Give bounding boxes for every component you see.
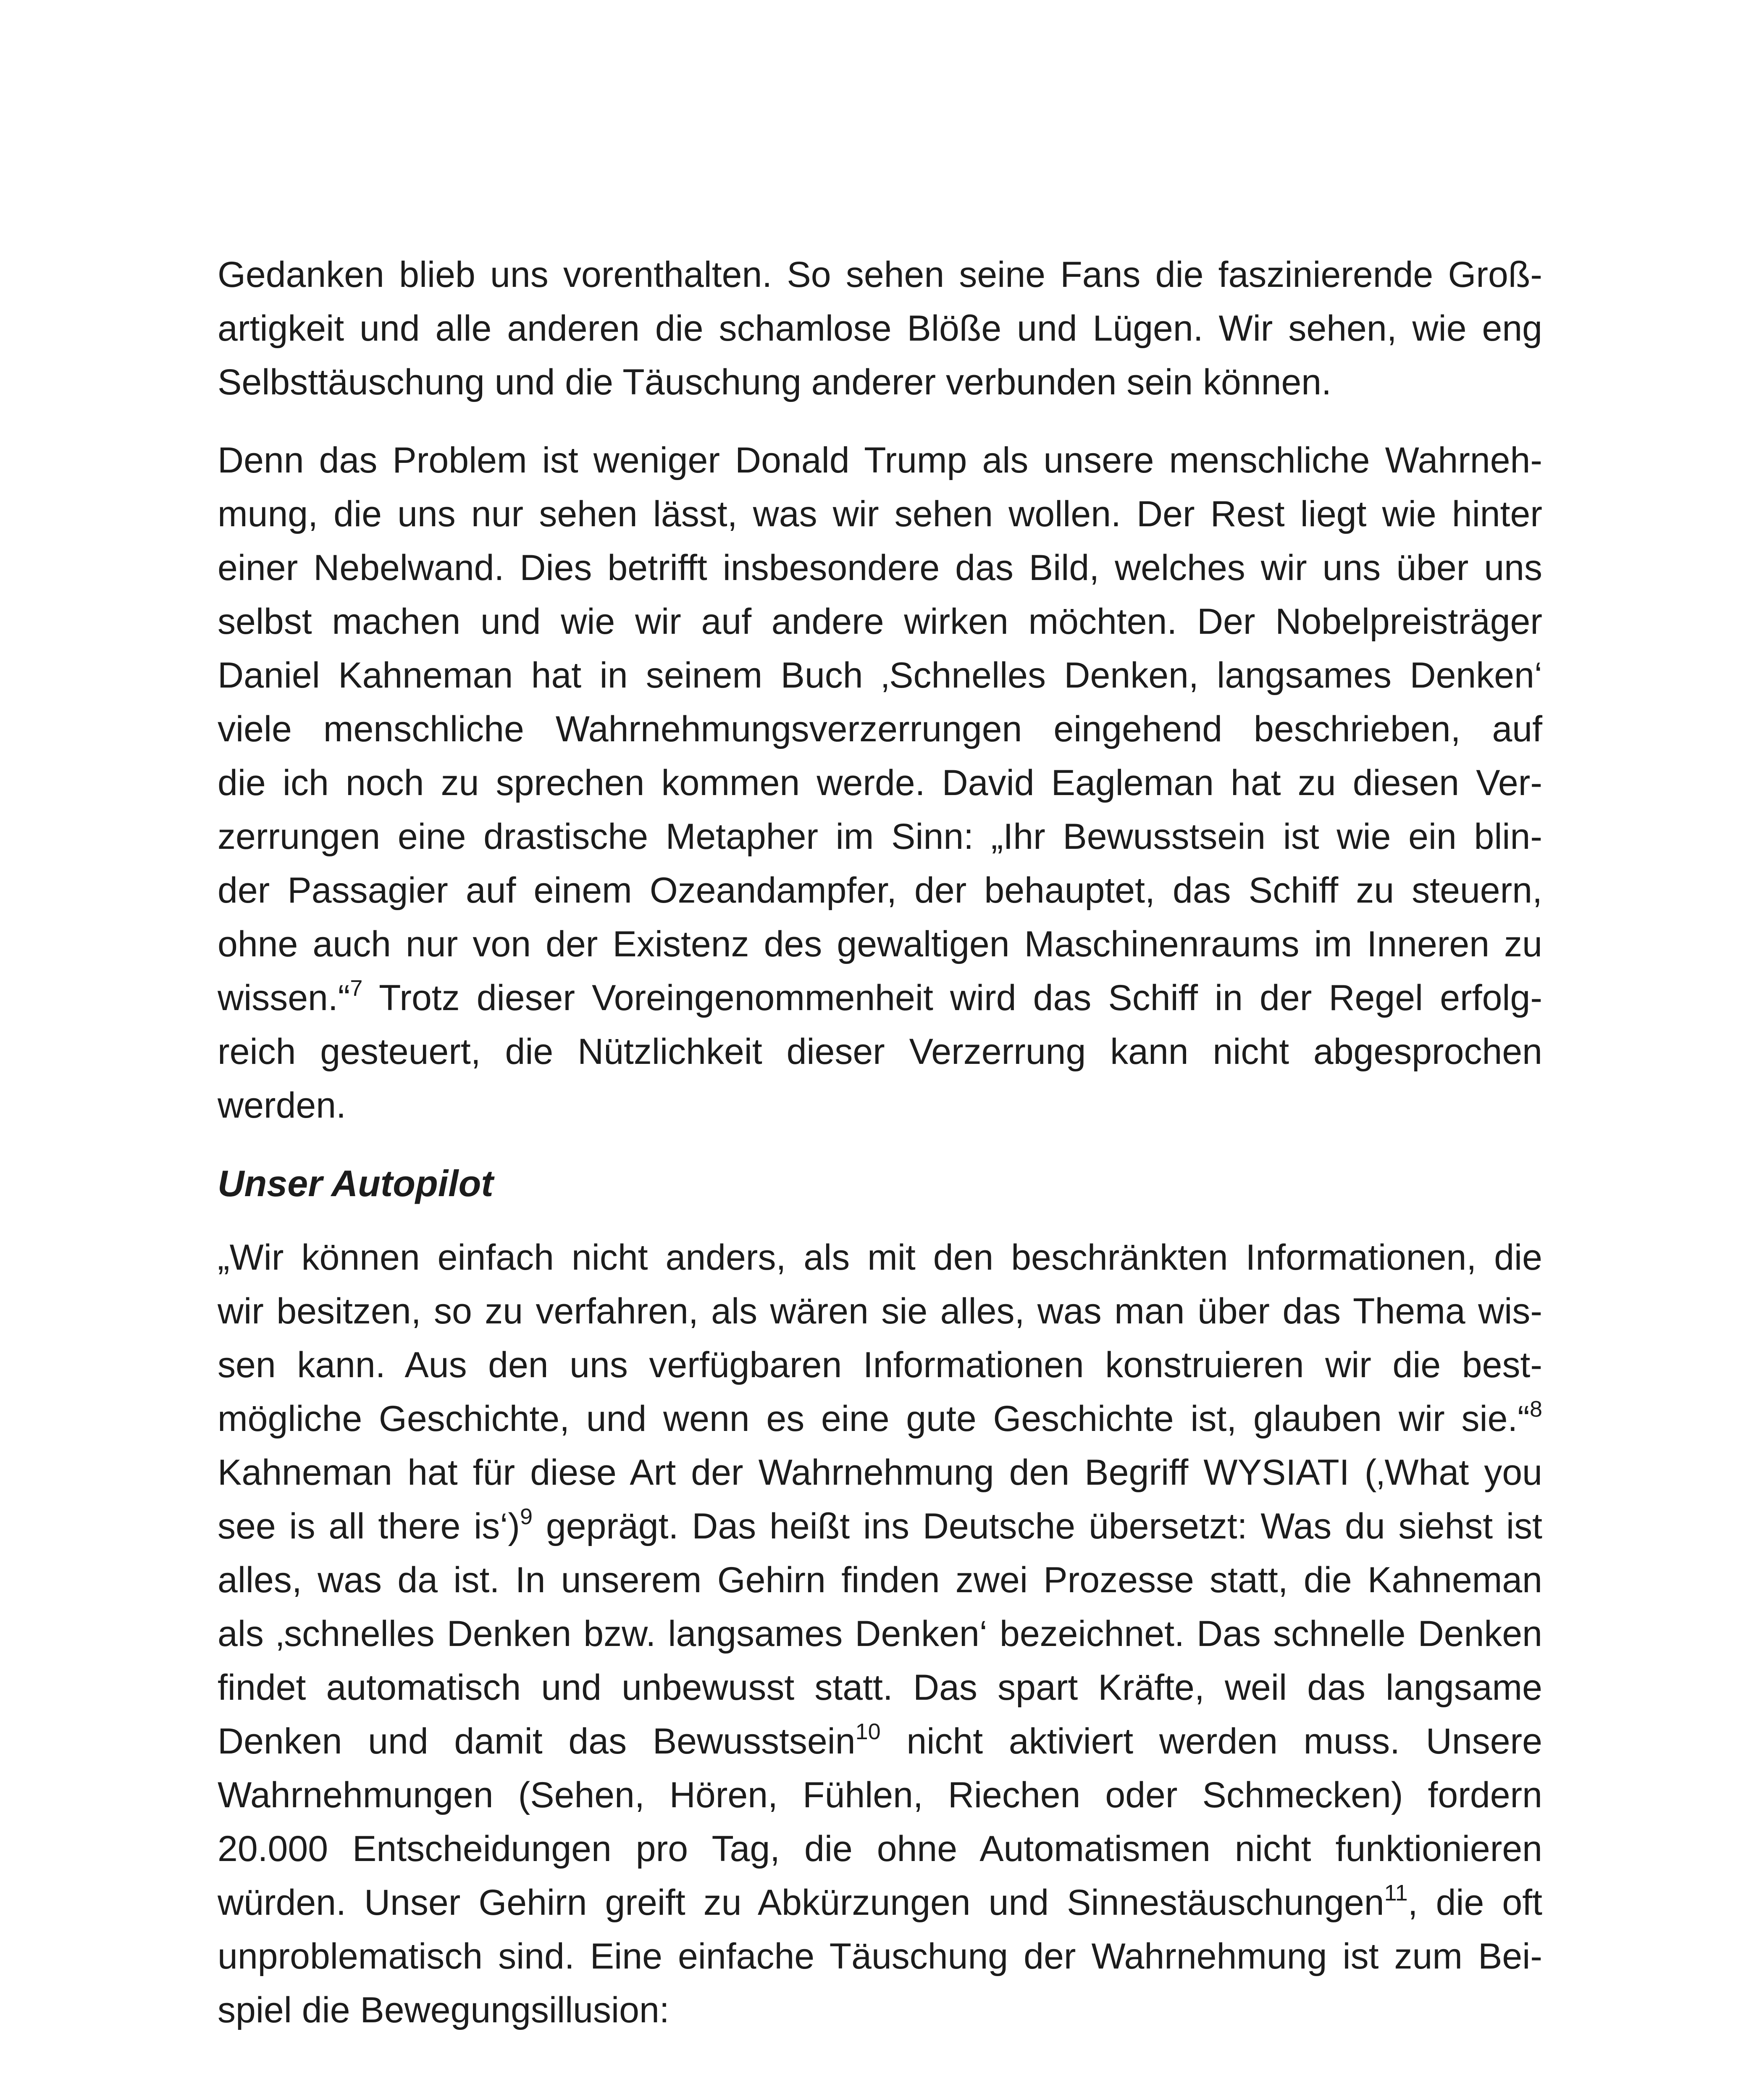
- text-line: selbst machen und wie wir auf andere wirken möchten. Der Nobelpreisträger: [218, 601, 1542, 642]
- text-line: reich gesteuert, die Nützlichkeit dieser Verzerrung kann nicht abgesprochen: [218, 1032, 1542, 1072]
- text-line: die ich noch zu sprechen kommen werde. David Eagleman hat zu diesen Ver-: [218, 763, 1542, 803]
- text-run: geprägt. Das heißt ins Deutsche übersetzt: Was du siehst ist: [533, 1506, 1542, 1546]
- text-line: [218, 1392, 1542, 1446]
- footnote-marker: 7: [350, 976, 363, 1001]
- text-line: alles, was da ist. In unserem Gehirn finden zwei Prozesse statt, die Kahneman: [218, 1560, 1542, 1600]
- footnote-marker: 9: [520, 1504, 533, 1530]
- text-line: mung, die uns nur sehen lässt, was wir sehen wollen. Der Rest liegt wie hinter: [218, 494, 1542, 534]
- text-run: würden. Unser Gehirn greift zu Abkürzungen und Sinnestäuschungen: [218, 1882, 1384, 1923]
- paragraph-trump-intro: [218, 248, 1542, 409]
- text-run: , die oft: [1407, 1882, 1542, 1923]
- body-text: [218, 248, 1542, 2061]
- text-line: der Passagier auf einem Ozeandampfer, der behauptet, das Schiff zu steuern,: [218, 870, 1542, 911]
- text-line: Selbsttäuschung und die Täuschung anderer verbunden sein können.: [218, 362, 1332, 402]
- text-line: Gedanken blieb uns vorenthalten. So sehen seine Fans die faszinierende Groß-: [218, 255, 1542, 295]
- text-run: nicht aktiviert werden muss. Unsere: [880, 1721, 1542, 1761]
- text-line: 20.000 Entscheidungen pro Tag, die ohne Automatismen nicht funktionieren: [218, 1829, 1542, 1869]
- text-line: wir besitzen, so zu verfahren, als wären sie alles, was man über das Thema wis-: [218, 1291, 1542, 1331]
- text-line: [218, 1714, 1542, 1768]
- text-run: mögliche Geschichte, und wenn es eine gute Geschichte ist, glauben wir sie.“: [218, 1399, 1530, 1439]
- text-line: [218, 971, 1542, 1025]
- text-line: als ‚schnelles Denken bzw. langsames Denken‘ bezeichnet. Das schnelle Denken: [218, 1614, 1542, 1654]
- footnote-marker: 8: [1529, 1396, 1542, 1422]
- text-line: Kahneman hat für diese Art der Wahrnehmung den Begriff WYSIATI (‚What you: [218, 1452, 1542, 1493]
- text-line: zerrungen eine drastische Metapher im Sinn: „Ihr Bewusstsein ist wie ein blin-: [218, 816, 1542, 857]
- text-line: ohne auch nur von der Existenz des gewaltigen Maschinenraums im Inneren zu: [218, 924, 1542, 964]
- text-run: wissen.“: [218, 978, 350, 1018]
- text-line: spiel die Bewegungsillusion:: [218, 1990, 670, 2030]
- text-line: artigkeit und alle anderen die schamlose Blöße und Lügen. Wir sehen, wie eng: [218, 308, 1542, 349]
- text-line: viele menschliche Wahrnehmungsverzerrungen eingehend beschrieben, auf: [218, 709, 1542, 749]
- text-line: Daniel Kahneman hat in seinem Buch ‚Schnelles Denken, langsames Denken‘: [218, 655, 1542, 696]
- footnote-marker: 10: [855, 1719, 881, 1745]
- text-line: [218, 1876, 1542, 1929]
- text-run: see is all there is‘): [218, 1506, 520, 1546]
- paragraph-autopilot: [218, 1231, 1542, 2037]
- text-run: Denken und damit das Bewusstsein: [218, 1721, 856, 1761]
- text-line: findet automatisch und unbewusst statt. Das spart Kräfte, weil das langsame: [218, 1667, 1542, 1708]
- text-line: [218, 1499, 1542, 1553]
- text-line: sen kann. Aus den uns verfügbaren Informationen konstruieren wir die best-: [218, 1345, 1542, 1385]
- text-line: werden.: [218, 1085, 346, 1126]
- footnote-marker: 11: [1384, 1880, 1408, 1906]
- text-line: „Wir können einfach nicht anders, als mit den beschränkten Informationen, die: [218, 1237, 1542, 1278]
- text-line: Wahrnehmungen (Sehen, Hören, Fühlen, Riechen oder Schmecken) fordern: [218, 1775, 1542, 1815]
- text-line: unproblematisch sind. Eine einfache Täuschung der Wahrnehmung ist zum Bei-: [218, 1936, 1542, 1977]
- text-line: Denn das Problem ist weniger Donald Trump als unsere menschliche Wahrneh-: [218, 440, 1542, 480]
- paragraph-perception: [218, 433, 1542, 1132]
- section-heading: Unser Autopilot: [218, 1163, 494, 1204]
- text-line: einer Nebelwand. Dies betrifft insbesondere das Bild, welches wir uns über uns: [218, 548, 1542, 588]
- text-run: Trotz dieser Voreingenommenheit wird das Schiff in der Regel erfolg-: [362, 978, 1542, 1018]
